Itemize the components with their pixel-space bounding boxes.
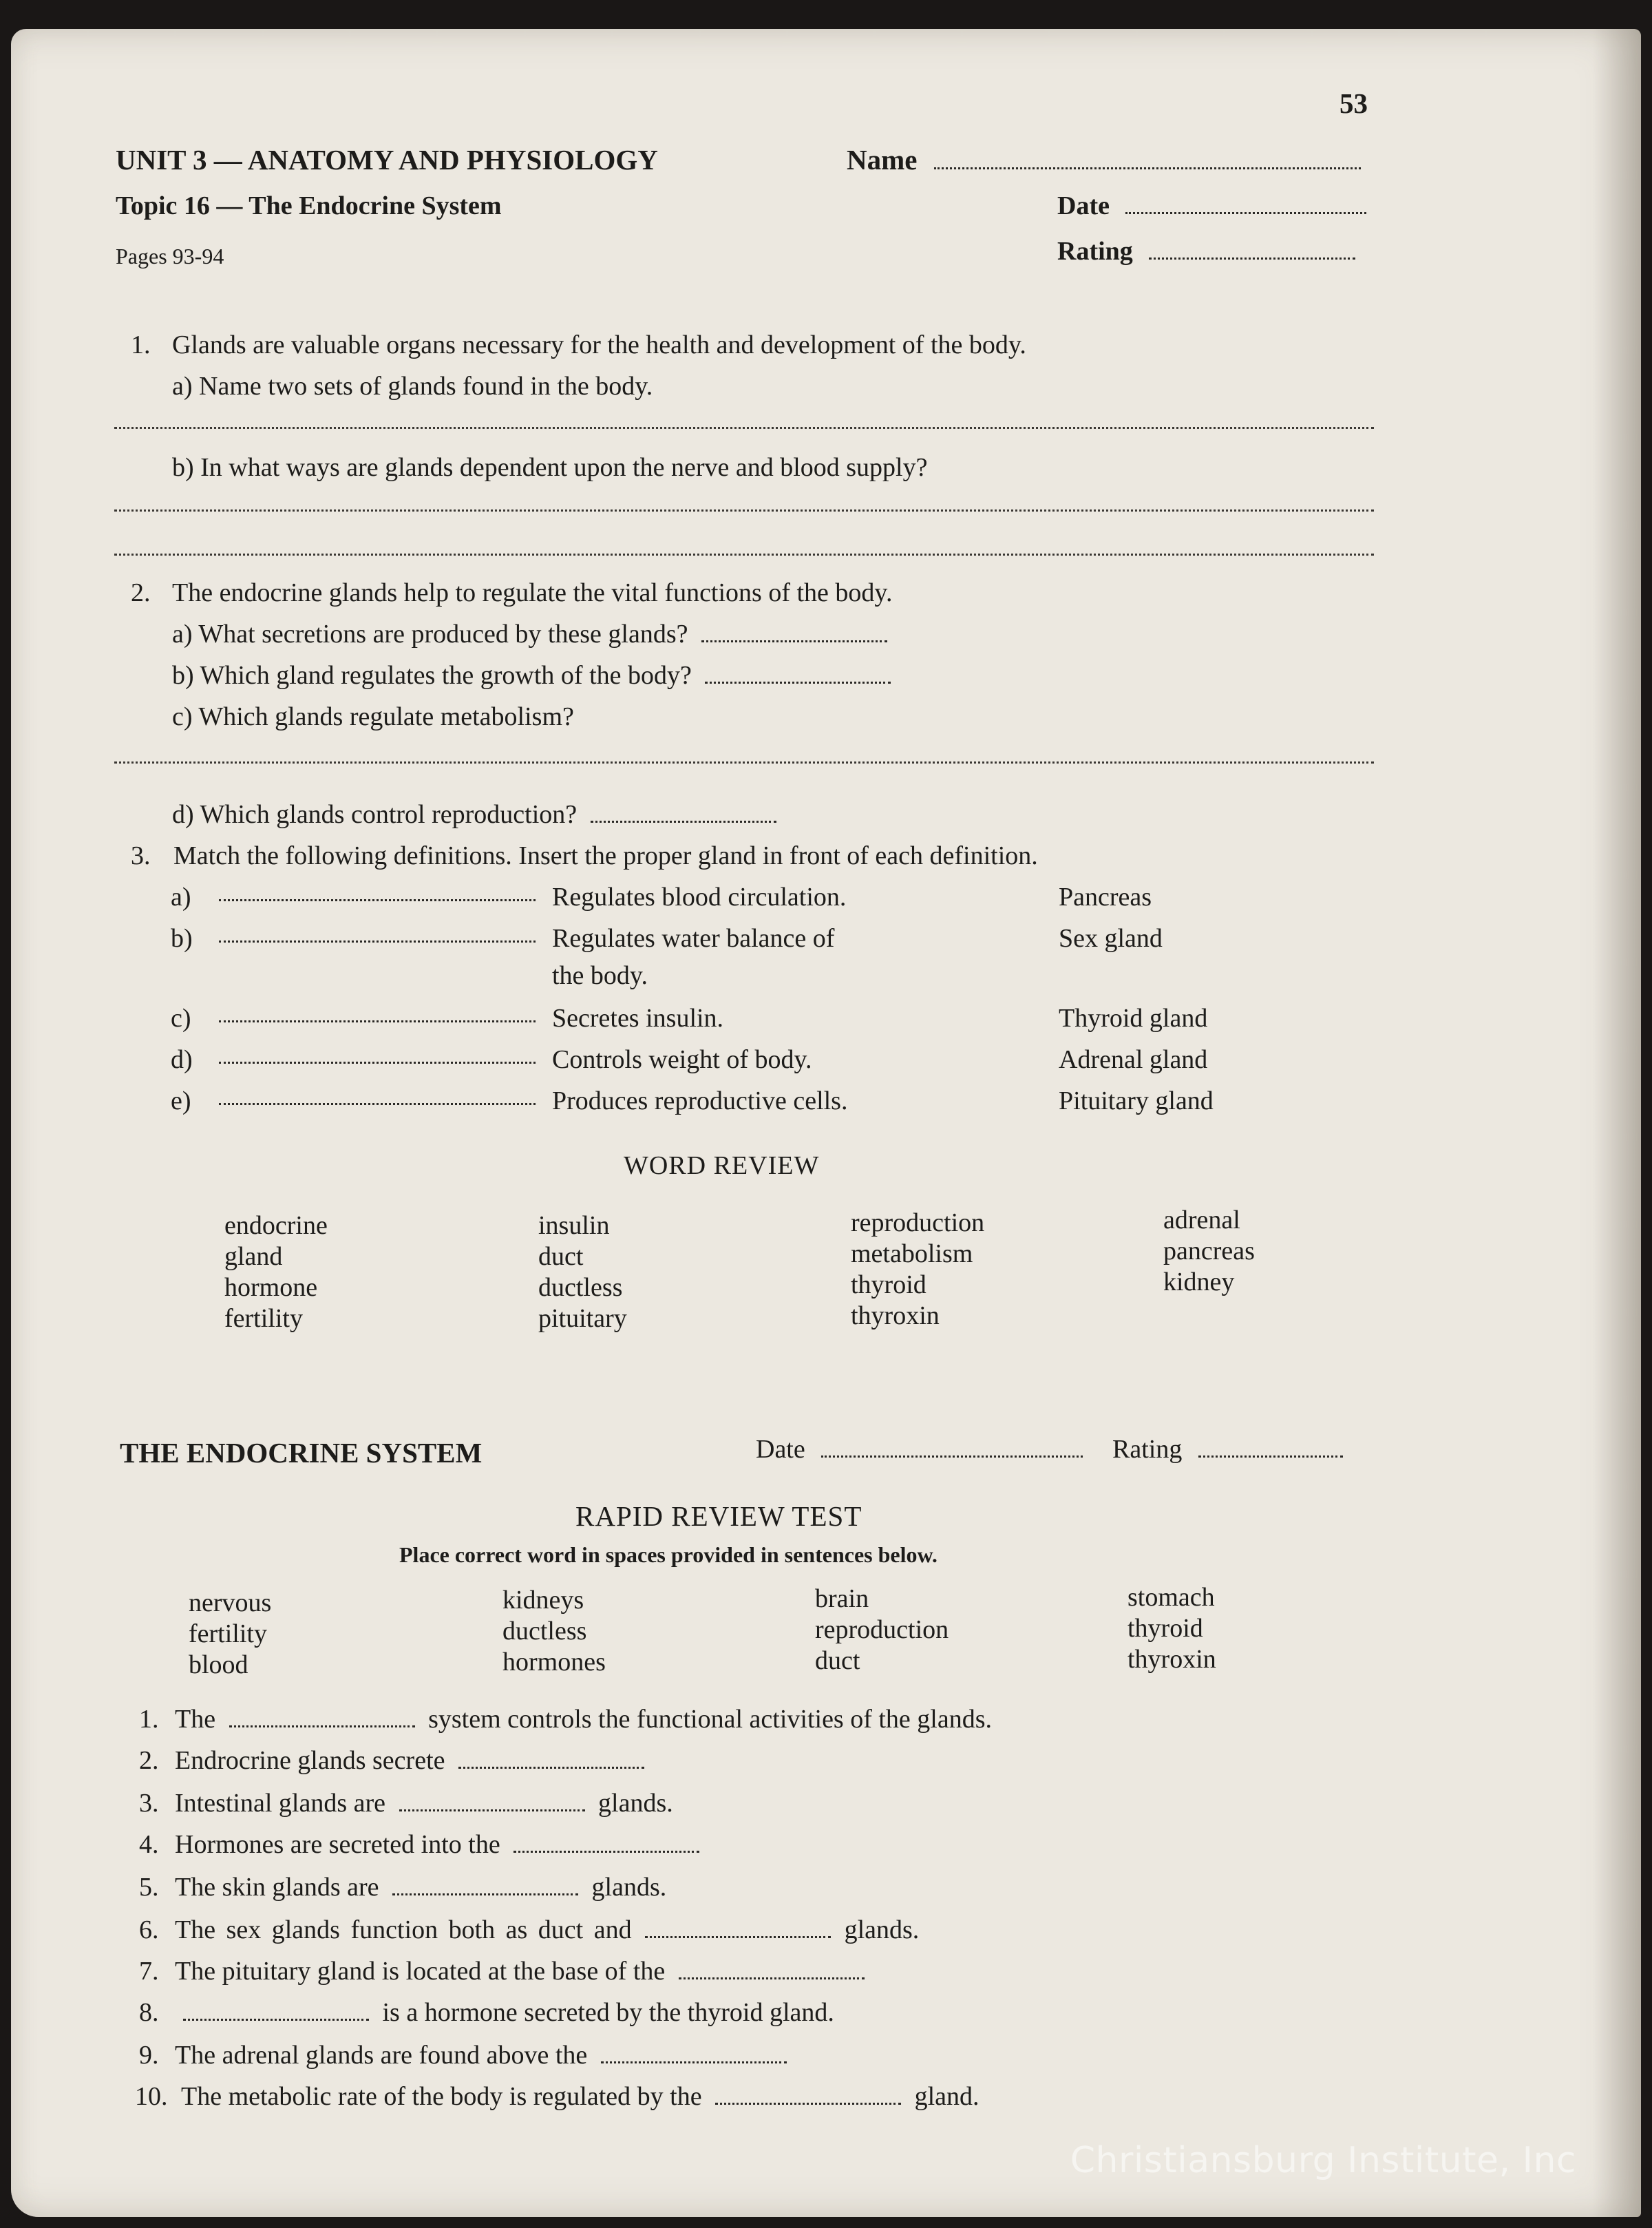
date-label: Date: [1057, 191, 1110, 220]
q3-row-letter: a): [171, 883, 191, 912]
q3-row-blank[interactable]: [219, 1005, 536, 1025]
item-blank[interactable]: [183, 2004, 369, 2021]
word: nervous: [189, 1588, 272, 1617]
rating-field[interactable]: [1057, 238, 1355, 264]
rating-blank[interactable]: [1149, 242, 1355, 260]
item-text-after: gland.: [914, 2082, 979, 2111]
q2-number: 2.: [131, 578, 151, 607]
word: kidney: [1163, 1268, 1235, 1296]
word: thyroxin: [851, 1301, 940, 1330]
item-number: 1.: [139, 1705, 159, 1734]
test-rating-field[interactable]: [1112, 1436, 1343, 1462]
item-text-after: is a hormone secreted by the thyroid gland.: [382, 1998, 834, 2027]
word: blood: [189, 1650, 248, 1679]
word: reproduction: [815, 1615, 949, 1644]
item-text-before: The pituitary gland is located at the base of the: [175, 1957, 666, 1986]
item-number: 6.: [139, 1915, 159, 1944]
q3-row-blank[interactable]: [219, 1047, 536, 1066]
word: metabolism: [851, 1239, 973, 1268]
item-blank[interactable]: [399, 1794, 585, 1811]
word: pancreas: [1163, 1237, 1255, 1265]
word: hormones: [502, 1648, 606, 1677]
q1-b-answer-line-1[interactable]: [114, 509, 1374, 512]
topic-title: Topic 16 — The Endocrine System: [116, 191, 502, 220]
item-number: 5.: [139, 1873, 159, 1902]
item-number: 8.: [139, 1998, 159, 2027]
item-text-before: Endrocrine glands secrete: [175, 1746, 445, 1775]
word: endocrine: [224, 1211, 328, 1240]
word-review-title: WORD REVIEW: [624, 1151, 820, 1180]
item-text-after: glands.: [598, 1789, 673, 1818]
test-item: [139, 1999, 834, 2026]
page-number: 53: [1339, 87, 1368, 119]
word: fertility: [224, 1304, 303, 1333]
q3-row-letter: e): [171, 1086, 191, 1115]
word: duct: [538, 1242, 584, 1271]
q3-row-definition: Regulates water balance of: [552, 924, 835, 953]
item-blank[interactable]: [601, 2046, 787, 2063]
test-item: [139, 1790, 673, 1816]
test-rating-blank[interactable]: [1198, 1440, 1343, 1458]
item-text-after: glands.: [591, 1873, 667, 1902]
item-number: 3.: [139, 1789, 159, 1818]
q3-row-gland: Sex gland: [1059, 924, 1163, 953]
q2-d-blank[interactable]: [591, 806, 776, 823]
q3-row-definition-cont: the body.: [552, 961, 648, 990]
test-item: [139, 1831, 706, 1858]
q3-row-definition: Secretes insulin.: [552, 1004, 724, 1033]
item-text-before: The sex glands function both as duct and: [175, 1915, 632, 1944]
q2-b-blank[interactable]: [705, 666, 891, 684]
word: pituitary: [538, 1304, 627, 1333]
q1-b: b) In what ways are glands dependent upon the nerve and blood supply?: [172, 453, 928, 482]
q3-row-letter: c): [171, 1004, 191, 1033]
q2-d-row: [172, 801, 776, 828]
item-blank[interactable]: [229, 1710, 415, 1727]
name-blank[interactable]: [934, 152, 1361, 169]
test-date-field[interactable]: [756, 1436, 1083, 1462]
q3-row-definition: Regulates blood circulation.: [552, 883, 847, 912]
q2-b-row: [172, 662, 891, 689]
watermark: Christiansburg Institute, Inc: [1070, 2140, 1576, 2181]
name-field[interactable]: [847, 146, 1361, 174]
word: duct: [815, 1646, 860, 1675]
word-review-column-2: [538, 1210, 627, 1334]
q2-a: a) What secretions are produced by these glands?: [172, 620, 688, 649]
item-number: 7.: [139, 1957, 159, 1986]
item-number: 2.: [139, 1746, 159, 1775]
test-rating-label: Rating: [1112, 1435, 1183, 1464]
item-text-after: system controls the functional activities of the glands.: [428, 1705, 993, 1734]
worksheet-page: [11, 29, 1641, 2217]
item-text-before: The adrenal glands are found above the: [175, 2041, 588, 2070]
q2-d: d) Which glands control reproduction?: [172, 800, 578, 829]
q1-a: a) Name two sets of glands found in the body.: [172, 372, 653, 401]
word: gland: [224, 1242, 283, 1271]
word: thyroxin: [1127, 1645, 1216, 1674]
test-heading: THE ENDOCRINE SYSTEM: [120, 1437, 483, 1469]
item-text-before: The skin glands are: [175, 1873, 379, 1902]
item-text-before: Hormones are secreted into the: [175, 1830, 500, 1859]
q3-row-gland: Thyroid gland: [1059, 1004, 1208, 1033]
rating-label: Rating: [1057, 237, 1133, 266]
q1-number: 1.: [131, 330, 151, 359]
q3-row-gland: Pancreas: [1059, 883, 1152, 912]
word: kidneys: [502, 1586, 584, 1615]
item-text-before: The: [175, 1705, 216, 1734]
date-blank[interactable]: [1125, 197, 1366, 214]
q2-c: c) Which glands regulate metabolism?: [172, 702, 574, 731]
q2-text: The endocrine glands help to regulate the vital functions of the body.: [172, 578, 893, 607]
item-blank[interactable]: [392, 1878, 578, 1895]
item-blank[interactable]: [645, 1921, 831, 1938]
word: ductless: [502, 1617, 587, 1646]
q2-b: b) Which gland regulates the growth of the body?: [172, 661, 692, 690]
q3-row-letter: d): [171, 1045, 193, 1074]
date-field[interactable]: [1057, 193, 1366, 219]
test-item: [139, 1747, 651, 1774]
test-item: [135, 2083, 979, 2110]
test-words-column-3: [815, 1584, 949, 1677]
item-blank[interactable]: [458, 1752, 644, 1769]
q2-a-blank[interactable]: [701, 625, 887, 642]
item-blank[interactable]: [513, 1836, 699, 1853]
test-words-column-2: [502, 1585, 606, 1678]
item-blank[interactable]: [679, 1962, 865, 1979]
q3-row-gland: Adrenal gland: [1059, 1045, 1208, 1074]
q3-row-definition: Controls weight of body.: [552, 1045, 812, 1074]
q3-row-gland: Pituitary gland: [1059, 1086, 1214, 1115]
q1-b-answer-line-2[interactable]: [114, 554, 1374, 556]
test-words-column-4: [1127, 1582, 1216, 1675]
pages-ref: Pages 93-94: [116, 244, 224, 269]
q3-row-blank[interactable]: [219, 884, 536, 904]
word: hormone: [224, 1273, 318, 1302]
test-date-blank[interactable]: [821, 1440, 1083, 1458]
word: ductless: [538, 1273, 623, 1302]
item-number: 10.: [135, 2082, 168, 2111]
q3-row-definition: Produces reproductive cells.: [552, 1086, 848, 1115]
test-instructions: Place correct word in spaces provided in sentences below.: [399, 1542, 938, 1567]
test-item: [139, 1706, 992, 1732]
word: thyroid: [851, 1270, 926, 1299]
q3-text: Match the following definitions. Insert the proper gland in front of each definition.: [173, 841, 1038, 870]
item-blank[interactable]: [715, 2088, 901, 2105]
word-review-column-4: [1163, 1205, 1255, 1298]
q1-a-answer-line[interactable]: [114, 427, 1374, 429]
test-item: [139, 1917, 919, 1943]
test-date-label: Date: [756, 1435, 805, 1464]
word-review-column-1: [224, 1210, 328, 1334]
test-item: [139, 1874, 666, 1900]
word: thyroid: [1127, 1614, 1203, 1643]
q3-row-blank[interactable]: [219, 925, 536, 945]
item-text-before: The metabolic rate of the body is regulated by the: [181, 2082, 702, 2111]
q2-c-answer-line[interactable]: [114, 761, 1374, 764]
name-label: Name: [847, 144, 918, 176]
item-text-before: Intestinal glands are: [175, 1789, 386, 1818]
word: brain: [815, 1584, 869, 1613]
test-words-column-1: [189, 1588, 271, 1681]
item-number: 4.: [139, 1830, 159, 1859]
item-text-after: glands.: [844, 1915, 920, 1944]
unit-title: UNIT 3 — ANATOMY AND PHYSIOLOGY: [116, 144, 658, 176]
item-number: 9.: [139, 2041, 159, 2070]
word: reproduction: [851, 1208, 985, 1237]
q3-row-letter: b): [171, 924, 193, 953]
q3-number: 3.: [131, 841, 151, 870]
q3-row-blank[interactable]: [219, 1088, 536, 1108]
word: fertility: [189, 1619, 267, 1648]
word: adrenal: [1163, 1206, 1240, 1234]
word: stomach: [1127, 1583, 1215, 1612]
word-review-column-3: [851, 1208, 984, 1332]
test-title: RAPID REVIEW TEST: [575, 1500, 862, 1532]
q1-text: Glands are valuable organs necessary for the health and development of the body.: [172, 330, 1026, 359]
q2-a-row: [172, 621, 887, 647]
test-item: [139, 1958, 871, 1984]
word: insulin: [538, 1211, 610, 1240]
test-item: [139, 2042, 794, 2068]
